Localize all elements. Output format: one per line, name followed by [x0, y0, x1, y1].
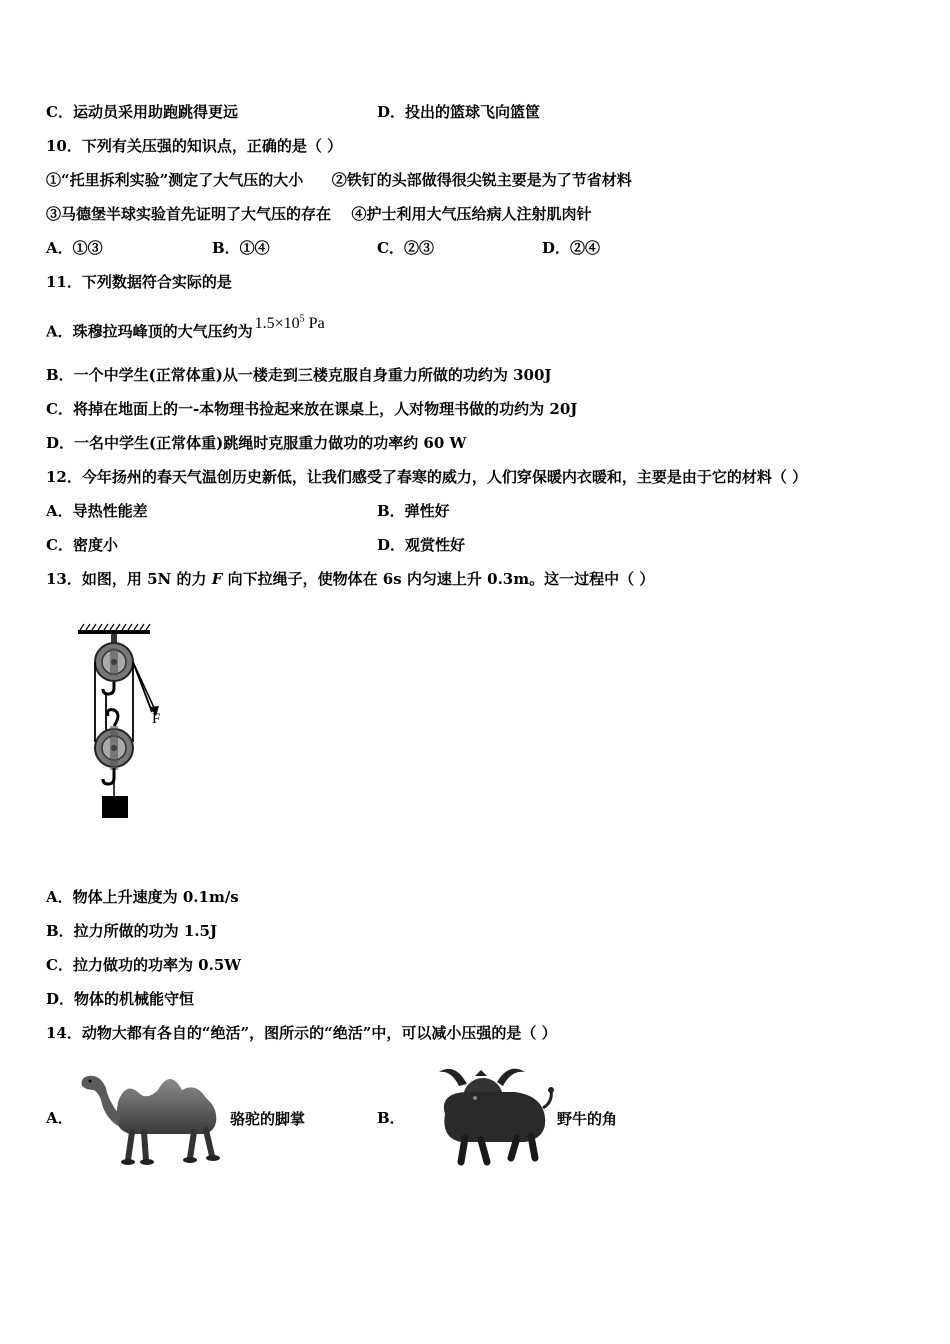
q14-option-a-label: 骆驼的脚掌 — [230, 1110, 306, 1128]
q13-option-a: A．物体上升速度为 0.1m/s — [46, 888, 239, 906]
camel-image — [78, 1060, 228, 1168]
q14-stem: 14．动物大都有各自的“绝活”，图所示的“绝活”中，可以减小压强的是（ ） — [46, 1024, 557, 1042]
q13-option-c: C．拉力做功的功率为 0.5W — [46, 956, 242, 974]
q10-option-c: C．②③ — [377, 239, 434, 257]
pulley-diagram — [70, 622, 190, 827]
q10-statement-2: ②铁钉的头部做得很尖锐主要是为了节省材料 — [331, 171, 632, 189]
q11-option-a — [46, 314, 325, 342]
movable-pulley — [95, 726, 133, 770]
q10-statement-3: ③马德堡半球实验首先证明了大气压的存在 — [46, 205, 332, 223]
q10-statement-4: ④护士利用大气压给病人注射肌肉针 — [351, 205, 592, 223]
q11-stem: 11．下列数据符合实际的是 — [46, 273, 232, 291]
q12-option-c: C．密度小 — [46, 536, 118, 554]
q12-stem: 12．今年扬州的春天气温创历史新低，让我们感受了春寒的威力，人们穿保暖内衣暖和，主要是由于它的材料（ ） — [46, 468, 808, 486]
fixed-pulley-hook — [103, 682, 114, 694]
q13-force-symbol: F — [211, 570, 223, 588]
q10-statements-row1 — [46, 170, 632, 190]
ceiling — [78, 624, 150, 634]
q13-stem: 13．如图，用 5N 的力 F 向下拉绳子，使物体在 6s 内匀速上升 0.3m。这一过程中（ ） — [46, 570, 655, 588]
weight-block — [102, 796, 128, 818]
q14-option-b-letter: B． — [377, 1109, 405, 1127]
q13-option-d: D．物体的机械能守恒 — [46, 990, 195, 1008]
q12-option-a: A．导热性能差 — [46, 502, 148, 520]
q11-option-d: D．一名中学生(正常体重)跳绳时克服重力做功的功率约 60 W — [46, 434, 467, 452]
q10-option-b: B．①④ — [212, 239, 270, 257]
q10-statements-row2 — [46, 204, 592, 224]
q9-option-c: C．运动员采用助跑跳得更远 — [46, 103, 238, 121]
q10-stem: 10．下列有关压强的知识点，正确的是（ ） — [46, 137, 343, 155]
fixed-pulley — [95, 634, 133, 681]
q12-option-b: B．弹性好 — [377, 502, 450, 520]
bison-image — [405, 1058, 555, 1168]
q9-option-d: D．投出的篮球飞向篮筐 — [377, 103, 541, 121]
force-arrow — [133, 662, 159, 716]
q10-option-a: A．①③ — [46, 239, 103, 257]
movable-pulley-top-hook — [108, 710, 118, 726]
q12-option-d: D．观赏性好 — [377, 536, 466, 554]
q13-option-b: B．拉力所做的功为 1.5J — [46, 922, 218, 940]
q14-option-b-label: 野牛的角 — [557, 1110, 618, 1128]
q10-statement-1: ①“托里拆利实验”测定了大气压的大小 — [46, 171, 304, 189]
q14-option-a-letter: A． — [46, 1109, 73, 1127]
q11-option-b: B．一个中学生(正常体重)从一楼走到三楼克服自身重力所做的功约为 300J — [46, 366, 552, 384]
force-label: F — [152, 711, 161, 727]
movable-pulley-hook — [103, 768, 114, 784]
q11-option-c: C．将掉在地面上的一-本物理书捡起来放在课桌上，人对物理书做的功约为 20J — [46, 400, 578, 418]
q10-option-d: D．②④ — [542, 239, 601, 257]
q11-option-a-formula: $1.5\times 10^5$ Pa — [254, 314, 325, 333]
q11-option-a-text: A．珠穆拉玛峰顶的大气压约为 — [46, 322, 253, 341]
